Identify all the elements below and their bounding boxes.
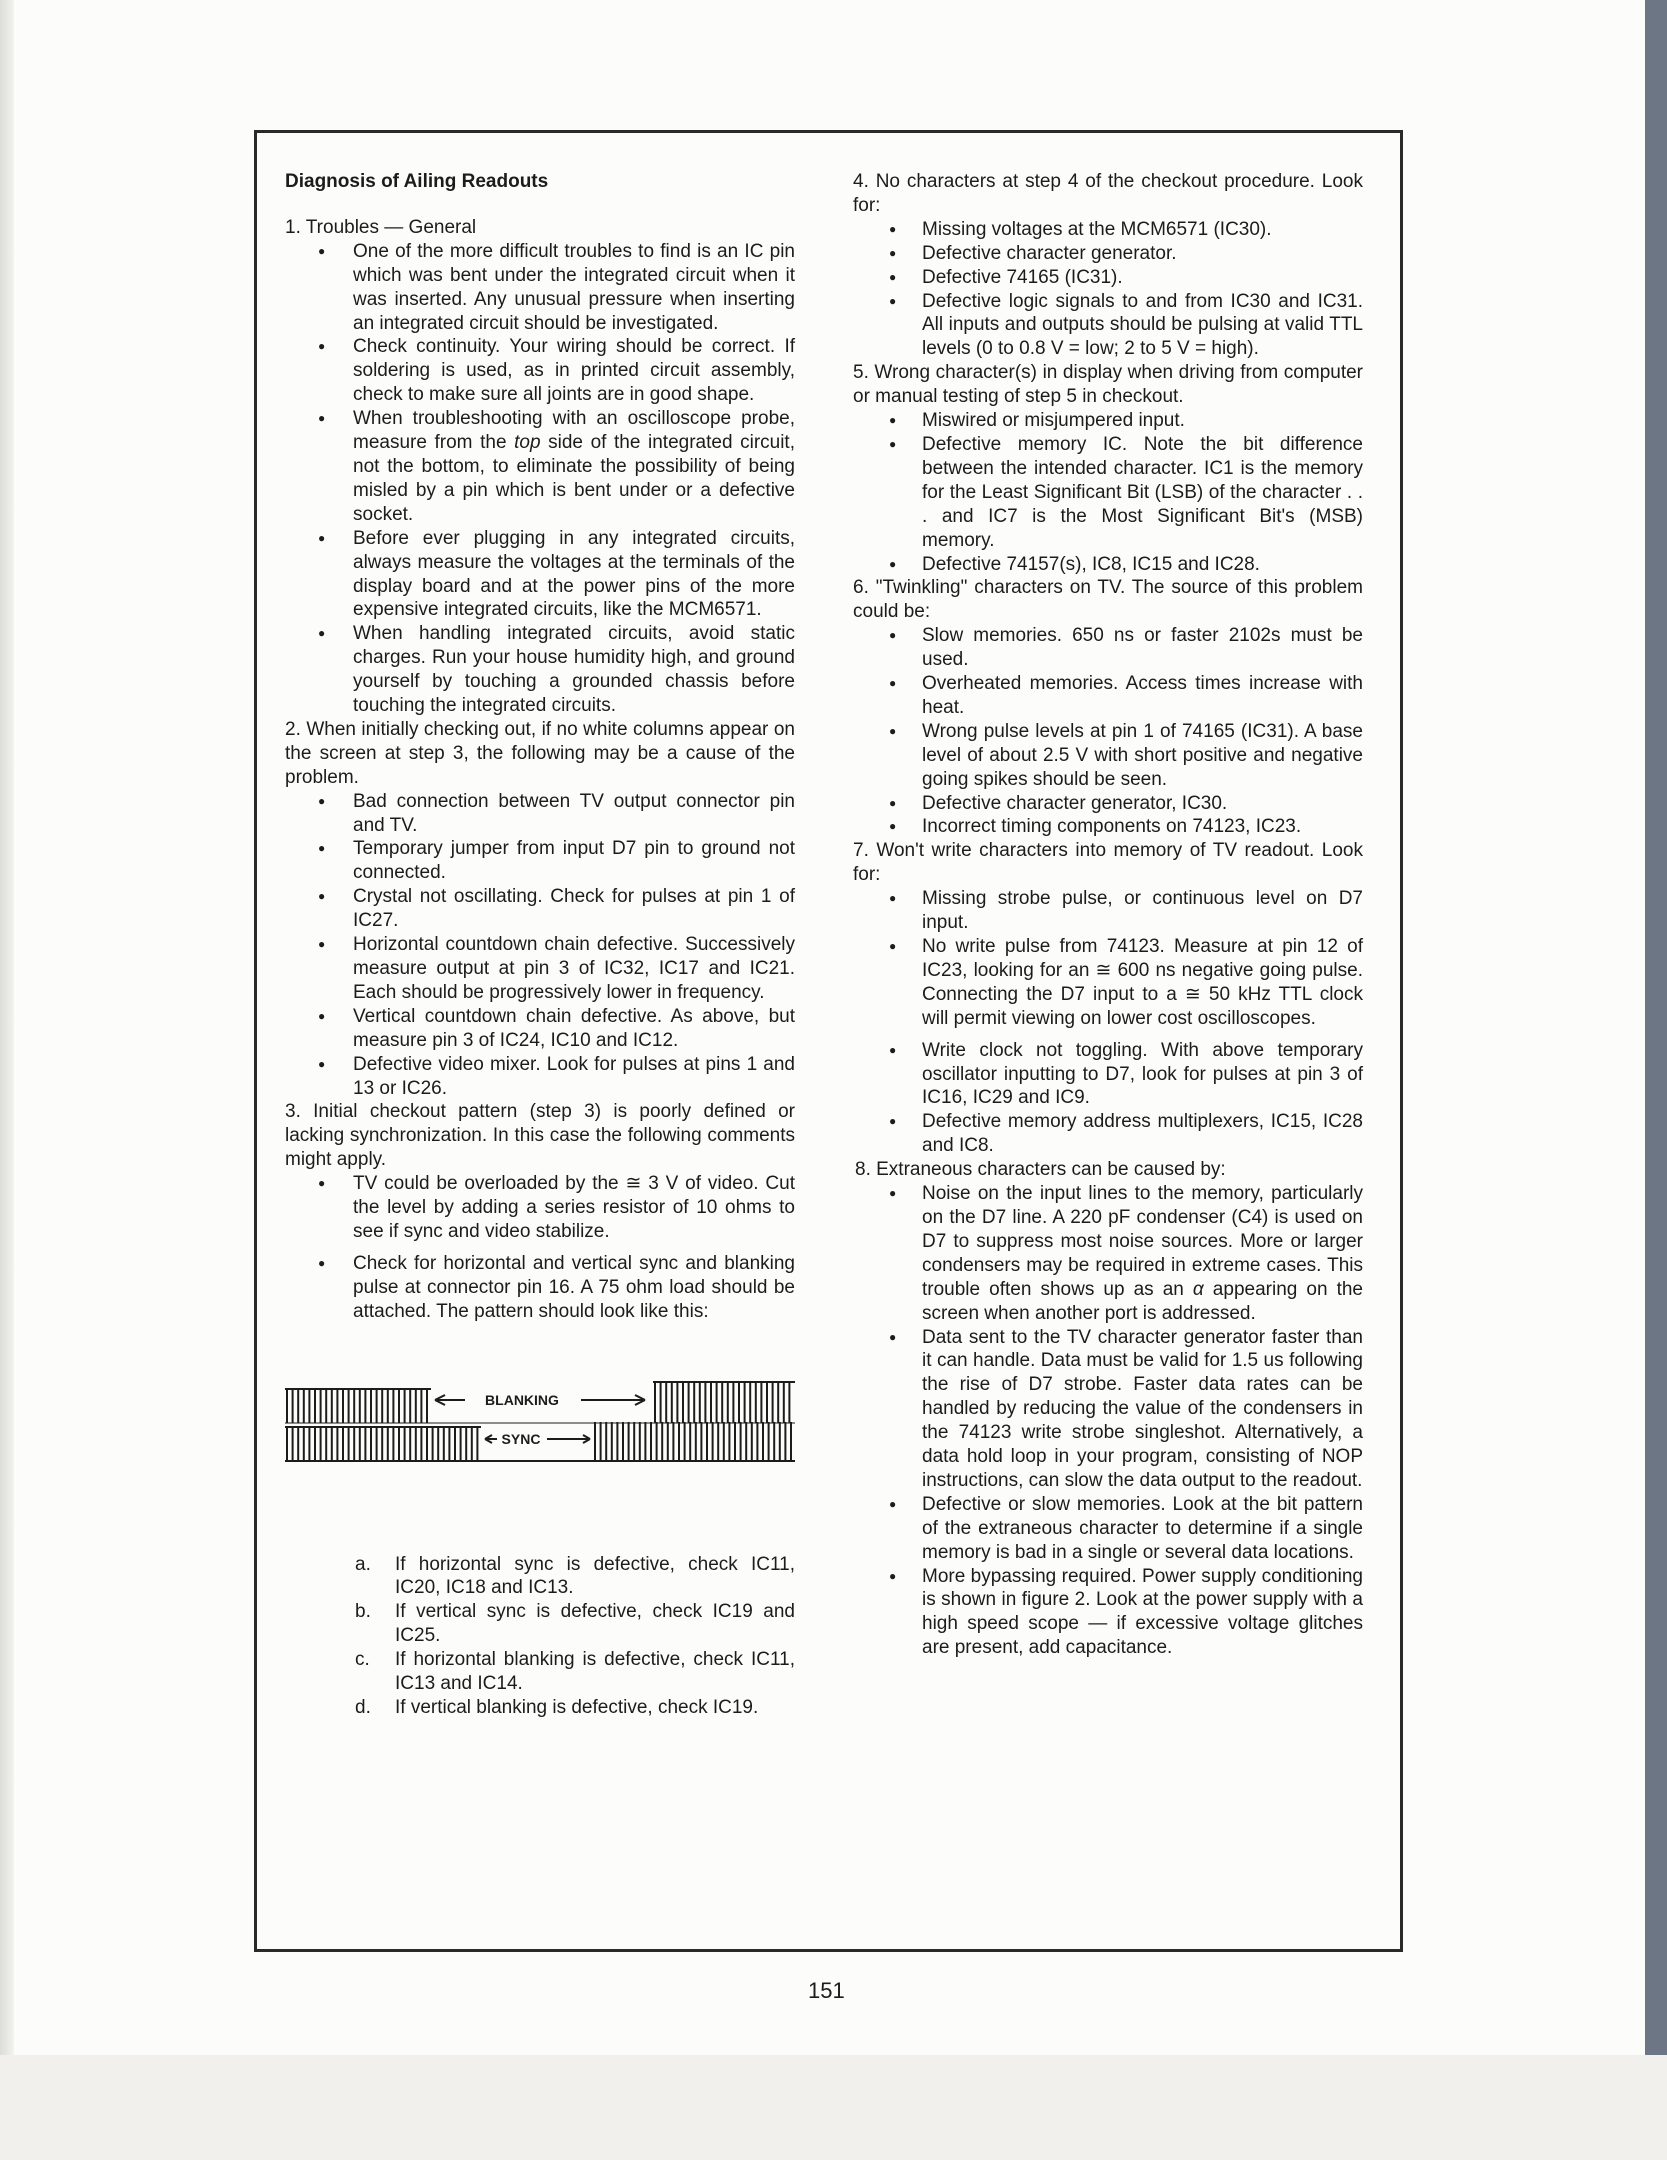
list-item: ● Vertical countdown chain defective. As above, but measure pin 3 of IC24, IC10 and IC12.	[285, 1005, 795, 1053]
section-3-sublist	[285, 1553, 795, 1720]
list-item: ● TV could be overloaded by the ≅ 3 V of video. Cut the level by adding a series resistor of 10 ohms to see if sync and video stabilize.	[285, 1172, 795, 1244]
list-item: ● Slow memories. 650 ns or faster 2102s must be used.	[853, 624, 1363, 672]
list-item-text: When troubleshooting with an oscilloscope probe, measure from the	[353, 408, 795, 454]
section-7-title: 7. Won't write characters into memory of TV readout. Look for:	[853, 840, 1363, 886]
list-item: ● Data sent to the TV character generator faster than it can handle. Data must be valid for 1.5 us following the rise of D7 strobe. Faster data rates can be handled by reducing the value of the condensers in the 74123 write strobe singleshot. Alternatively, a data hold loop in your program, consisting of NOP instructions, can slow the data output to the readout.	[853, 1326, 1363, 1493]
list-item: ● When handling integrated circuits, avoid static charges. Run your house humidity high, and ground yourself by touching a grounded chassis before touching the integrated circuits.	[285, 622, 795, 718]
alpha-symbol: α	[1192, 1278, 1204, 1300]
list-item-text: Noise on the input lines to the memory, particularly on the D7 line. A 220 pF condenser (C4) is used on D7 to suppress most noise sources. More or larger condensers may be required in extreme cases. This trouble often shows up as an	[922, 1183, 1363, 1300]
sub-item-label: a.	[355, 1553, 371, 1575]
section-7-list	[853, 887, 1363, 1158]
list-item: ● Defective or slow memories. Look at the bit pattern of the extraneous character to determine if a single memory is bad in a single or several data locations.	[853, 1493, 1363, 1565]
left-column	[285, 170, 795, 1720]
section-1-title: 1. Troubles — General	[285, 216, 477, 238]
sub-item-label: c.	[355, 1649, 370, 1671]
section-8-title-text: 8. Extraneous characters can be caused by:	[855, 1159, 1226, 1181]
section-4-title: 4. No characters at step 4 of the checkout procedure. Look for:	[853, 171, 1363, 216]
list-item: ● Crystal not oscillating. Check for pulses at pin 1 of IC27.	[285, 885, 795, 933]
list-item: ● Defective memory address multiplexers, IC15, IC28 and IC8.	[853, 1110, 1363, 1158]
list-item: ● Horizontal countdown chain defective. Successively measure output at pin 3 of IC32, IC17 and IC21. Each should be progressively lower in frequency.	[285, 933, 795, 1005]
section-8-list	[853, 1182, 1363, 1660]
list-item: ● Bad connection between TV output connector pin and TV.	[285, 790, 795, 838]
scan-edge-right	[1645, 0, 1667, 2055]
list-item: ● Defective 74157(s), IC8, IC15 and IC28.	[853, 553, 1363, 577]
section-8-title	[853, 1158, 1363, 1182]
list-item: ● Write clock not toggling. With above temporary oscillator inputting to D7, look for pulses at pin 3 of IC16, IC29 and IC9.	[853, 1039, 1363, 1111]
sub-item	[285, 1600, 795, 1648]
list-item	[285, 407, 795, 527]
section-6-title: 6. "Twinkling" characters on TV. The source of this problem could be:	[853, 577, 1363, 623]
section-3-title: 3. Initial checkout pattern (step 3) is poorly defined or lacking synchronization. In this case the following comments might apply.	[285, 1101, 795, 1171]
sub-item-label: d.	[355, 1696, 371, 1718]
sync-blanking-waveform-diagram	[285, 1374, 795, 1484]
list-item: ● Check continuity. Your wiring should be correct. If soldering is used, as in printed circuit assembly, check to make sure all joints are in good shape.	[285, 335, 795, 407]
list-item: ● Defective character generator.	[853, 242, 1363, 266]
list-item: ● Defective character generator, IC30.	[853, 792, 1363, 816]
list-item: ● One of the more difficult troubles to find is an IC pin which was bent under the integrated circuit when it was inserted. Any unusual pressure when inserting an integrated circuit should be investigated.	[285, 240, 795, 336]
list-item: ● Defective logic signals to and from IC30 and IC31. All inputs and outputs should be pulsing at valid TTL levels (0 to 0.8 V = low; 2 to 5 V = high).	[853, 290, 1363, 362]
spacer	[853, 1031, 1363, 1039]
section-6-list	[853, 624, 1363, 839]
spacer	[285, 1244, 795, 1252]
list-item: ● Check for horizontal and vertical sync and blanking pulse at connector pin 16. A 75 ohm load should be attached. The pattern should look like this:	[285, 1252, 795, 1324]
section-heading: Diagnosis of Ailing Readouts	[285, 171, 549, 192]
list-item: ● Wrong pulse levels at pin 1 of 74165 (IC31). A base level of about 2.5 V with short positive and negative going spikes should be seen.	[853, 720, 1363, 792]
sub-item	[285, 1553, 795, 1601]
section-1-list	[285, 240, 795, 718]
right-column	[853, 170, 1363, 1660]
list-item-text: appearing on the screen when another port is addressed.	[922, 1278, 1363, 1324]
sub-item-label: b.	[355, 1601, 371, 1623]
list-item: ● Temporary jumper from input D7 pin to ground not connected.	[285, 837, 795, 885]
section-2-title: 2. When initially checking out, if no white columns appear on the screen at step 3, the following may be a cause of the problem.	[285, 718, 795, 788]
section-4-list	[853, 218, 1363, 361]
page-number: 151	[808, 1978, 845, 2003]
list-item	[853, 1182, 1363, 1325]
list-item: ● Missing strobe pulse, or continuous level on D7 input.	[853, 887, 1363, 935]
blanking-label: BLANKING	[485, 1391, 559, 1408]
section-3-list	[285, 1172, 795, 1323]
section-5-list	[853, 409, 1363, 576]
sub-item-text: If horizontal blanking is defective, check IC11, IC13 and IC14.	[395, 1649, 795, 1695]
sub-item-text: If vertical blanking is defective, check IC19.	[395, 1696, 759, 1718]
list-item: ● Defective memory IC. Note the bit difference between the intended character. IC1 is the memory for the Least Significant Bit (LSB) of the character . . . and IC7 is the Most Significant Bit's (MSB) memory.	[853, 433, 1363, 553]
sub-item	[285, 1648, 795, 1696]
scan-edge-left	[0, 0, 14, 2160]
list-item: ● Overheated memories. Access times increase with heat.	[853, 672, 1363, 720]
list-item: ● Missing voltages at the MCM6571 (IC30).	[853, 218, 1363, 242]
list-item: ● Incorrect timing components on 74123, IC23.	[853, 815, 1363, 839]
emphasis-text: top	[514, 432, 541, 454]
list-item: ● More bypassing required. Power supply conditioning is shown in figure 2. Look at the power supply with a high speed scope — if excessive voltage glitches are present, add capacitance.	[853, 1565, 1363, 1661]
section-2-list	[285, 790, 795, 1101]
list-item: ● Defective 74165 (IC31).	[853, 266, 1363, 290]
scan-edge-bottom	[0, 2055, 1667, 2160]
sub-item	[285, 1696, 795, 1720]
list-item: ● No write pulse from 74123. Measure at pin 12 of IC23, looking for an ≅ 600 ns negative going pulse. Connecting the D7 input to a ≅ 50 kHz TTL clock will permit viewing on lower cost oscilloscopes.	[853, 935, 1363, 1031]
sync-label: SYNC	[501, 1430, 541, 1447]
sub-item-text: If horizontal sync is defective, check IC11, IC20, IC18 and IC13.	[395, 1553, 795, 1599]
list-item-text: side of the integrated circuit, not the bottom, to eliminate the possibility of being misled by a pin which is bent under or a defective socket.	[353, 432, 795, 525]
list-item: ● Before ever plugging in any integrated circuits, always measure the voltages at the terminals of the display board and at the power pins of the more expensive integrated circuits, like the MCM6571.	[285, 527, 795, 623]
section-5-title: 5. Wrong character(s) in display when driving from computer or manual testing of step 5 in checkout.	[853, 362, 1363, 408]
sub-item-text: If vertical sync is defective, check IC19 and IC25.	[395, 1601, 795, 1647]
list-item: ● Miswired or misjumpered input.	[853, 409, 1363, 433]
list-item: ● Defective video mixer. Look for pulses at pins 1 and 13 or IC26.	[285, 1053, 795, 1101]
